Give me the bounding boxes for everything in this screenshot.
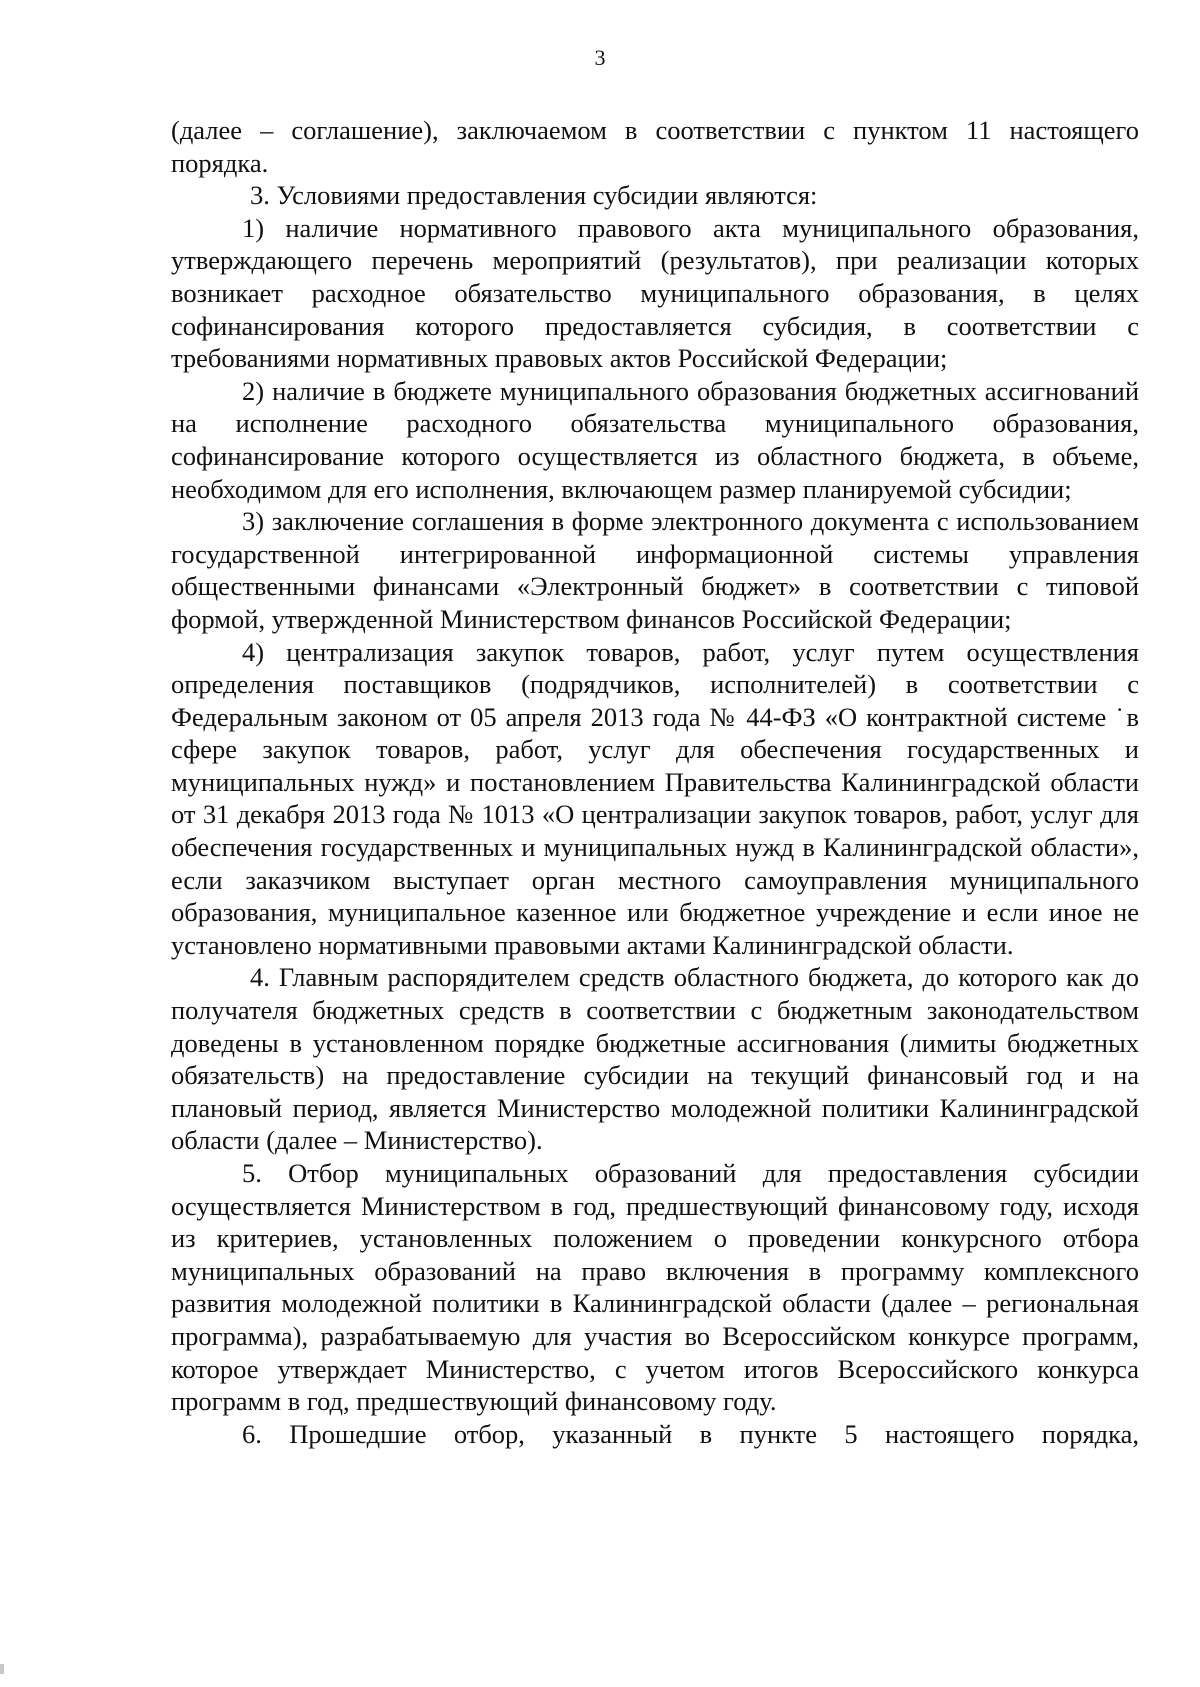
page-number: 3 [594,45,606,70]
paragraph-clause-6: 6. Прошедшие отбор, указанный в пункте 5 настоящего порядка, [242,1418,1139,1449]
scan-edge-mark [0,1664,4,1674]
paragraph-clause-3: 3. Условиями предоставления субсидии являются: [250,180,818,211]
paragraph-condition-3: 3) заключение соглашения в форме электронного документа с использованием государственной интегрированной информационной системы управления общественными финансами «Электронный бюджет» в соответствии с типовой формой, утвержденной Министерством финансов Российской Федерации; [171,506,1139,634]
paragraph-condition-2: 2) наличие в бюджете муниципального образования бюджетных ассигнований на исполнение расходного обязательства муниципального образования, софинансирование которого осуществляется из областного бюджета, в объеме, необходимом для его исполнения, включающем размер планируемой субсидии; [171,375,1139,504]
document-body [171,114,1139,1450]
paragraph-clause-4: 4. Главным распорядителем средств областного бюджета, до которого как до получателя бюджетных средств в соответствии с бюджетным законодательством доведены в установленном порядке бюджетные ассигнования (лимиты бюджетных обязательств) на предоставление субсидии на текущий финансовый год и на плановый период, является Министерство молодежной политики Калининградской области (далее – Министерство). [171,962,1139,1156]
paragraph-continuation: (далее – соглашение), заключаемом в соответствии с пунктом 11 настоящего порядка. [171,115,1139,178]
paragraph-clause-5: 5. Отбор муниципальных образований для предоставления субсидии осуществляется Министерством в год, предшествующий финансовому году, исходя из критериев, установленных положением о проведении конкурсного отбора муниципальных образований на право включения в программу комплексного развития молодежной политики в Калининградской области (далее – региональная программа), разрабатываемую для участия во Всероссийском конкурсе программ, которое утверждает Министерство, с учетом итогов Всероссийского конкурса программ в год, предшествующий финансовому году. [171,1158,1139,1417]
paragraph-condition-4: 4) централизация закупок товаров, работ, услуг путем осуществления определения поставщиков (подрядчиков, исполнителей) в соответствии с Федеральным законом от 05 апреля 2013 года № 44-ФЗ «О контрактной системе ˙в сфере закупок товаров, работ, услуг для обеспечения государственных и муниципальных нужд» и постановлением Правительства Калининградской области от 31 декабря 2013 года № 1013 «О централизации закупок товаров, работ, услуг для обеспечения государственных и муниципальных нужд в Калининградской области», если заказчиком выступает орган местного самоуправления муниципального образования, муниципальное казенное или бюджетное учреждение и если иное не установлено нормативными правовыми актами Калининградской области. [171,636,1139,960]
paragraph-condition-1: 1) наличие нормативного правового акта муниципального образования, утверждающего перечень мероприятий (результатов), при реализации которых возникает расходное обязательство муниципального образования, в целях софинансирования которого предоставляется субсидия, в соответствии с требованиями нормативных правовых актов Российской Федерации; [171,212,1139,374]
